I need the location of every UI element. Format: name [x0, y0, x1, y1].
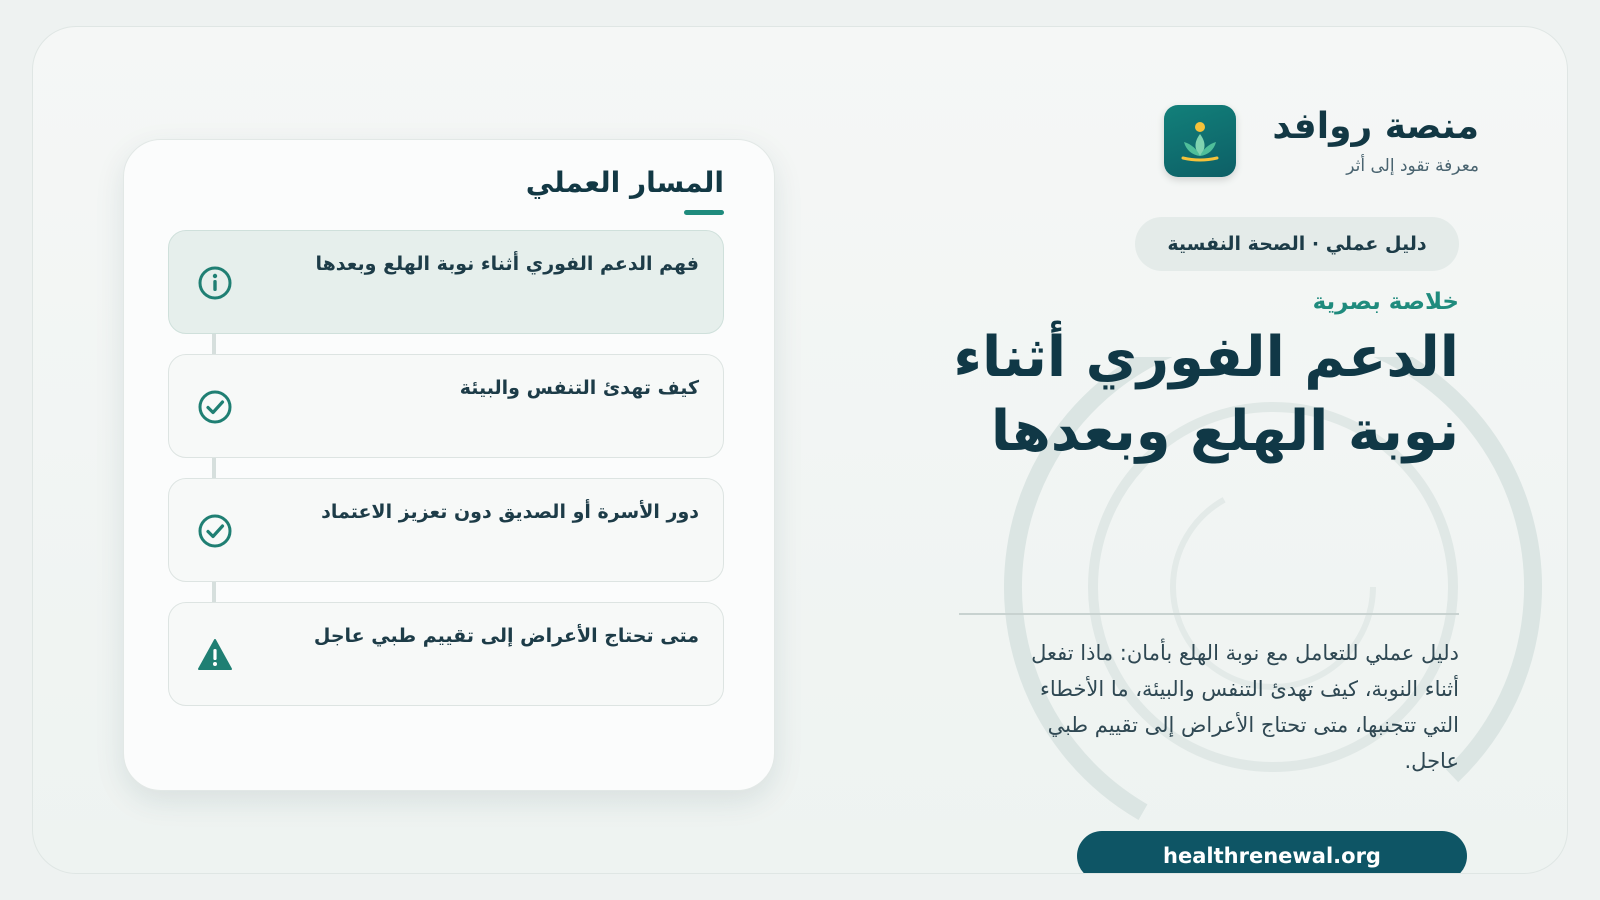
step-1[interactable] [168, 230, 724, 334]
check-circle-icon [197, 513, 233, 549]
description: دليل عملي للتعامل مع نوبة الهلع بأمان: ماذا تفعل أثناء النوبة، كيف تهدئ التنفس والبيئة، ما الأخطاء التي تتجنبها، متى تحتاج الأعراض إلى تقييم طبي عاجل. [1031, 641, 1459, 773]
check-circle-icon [197, 389, 233, 425]
step-connector [212, 334, 216, 356]
brand-name: منصة روافد [1272, 106, 1479, 147]
brand-text [1272, 105, 1479, 176]
step-label: فهم الدعم الفوري أثناء نوبة الهلع وبعدها [315, 253, 699, 275]
step-3[interactable] [168, 478, 724, 582]
warning-icon [197, 637, 233, 673]
info-icon [197, 265, 233, 301]
page-title: الدعم الفوري أثناء نوبة الهلع وبعدها [953, 325, 1459, 464]
category-pill: دليل عملي · الصحة النفسية [1135, 217, 1459, 271]
step-2[interactable] [168, 354, 724, 458]
eyebrow-label: خلاصة بصرية [1312, 289, 1459, 315]
step-4[interactable] [168, 602, 724, 706]
step-label: كيف تهدئ التنفس والبيئة [459, 377, 699, 399]
brand-logo [1164, 105, 1236, 177]
step-connector [212, 582, 216, 604]
brand-header [1164, 105, 1479, 177]
brand-tagline: معرفة تقود إلى أثر [1346, 156, 1479, 177]
page-frame [32, 26, 1568, 874]
step-label: دور الأسرة أو الصديق دون تعزيز الاعتماد [321, 501, 699, 523]
card-title: المسار العملي [525, 166, 724, 199]
step-label: متى تحتاج الأعراض إلى تقييم طبي عاجل [313, 625, 699, 647]
divider [959, 613, 1459, 615]
lotus-icon [1175, 116, 1225, 166]
card-title-underline [684, 210, 724, 215]
path-card [123, 139, 775, 791]
step-connector [212, 458, 216, 480]
website-link-button[interactable]: healthrenewal.org [1077, 831, 1467, 874]
